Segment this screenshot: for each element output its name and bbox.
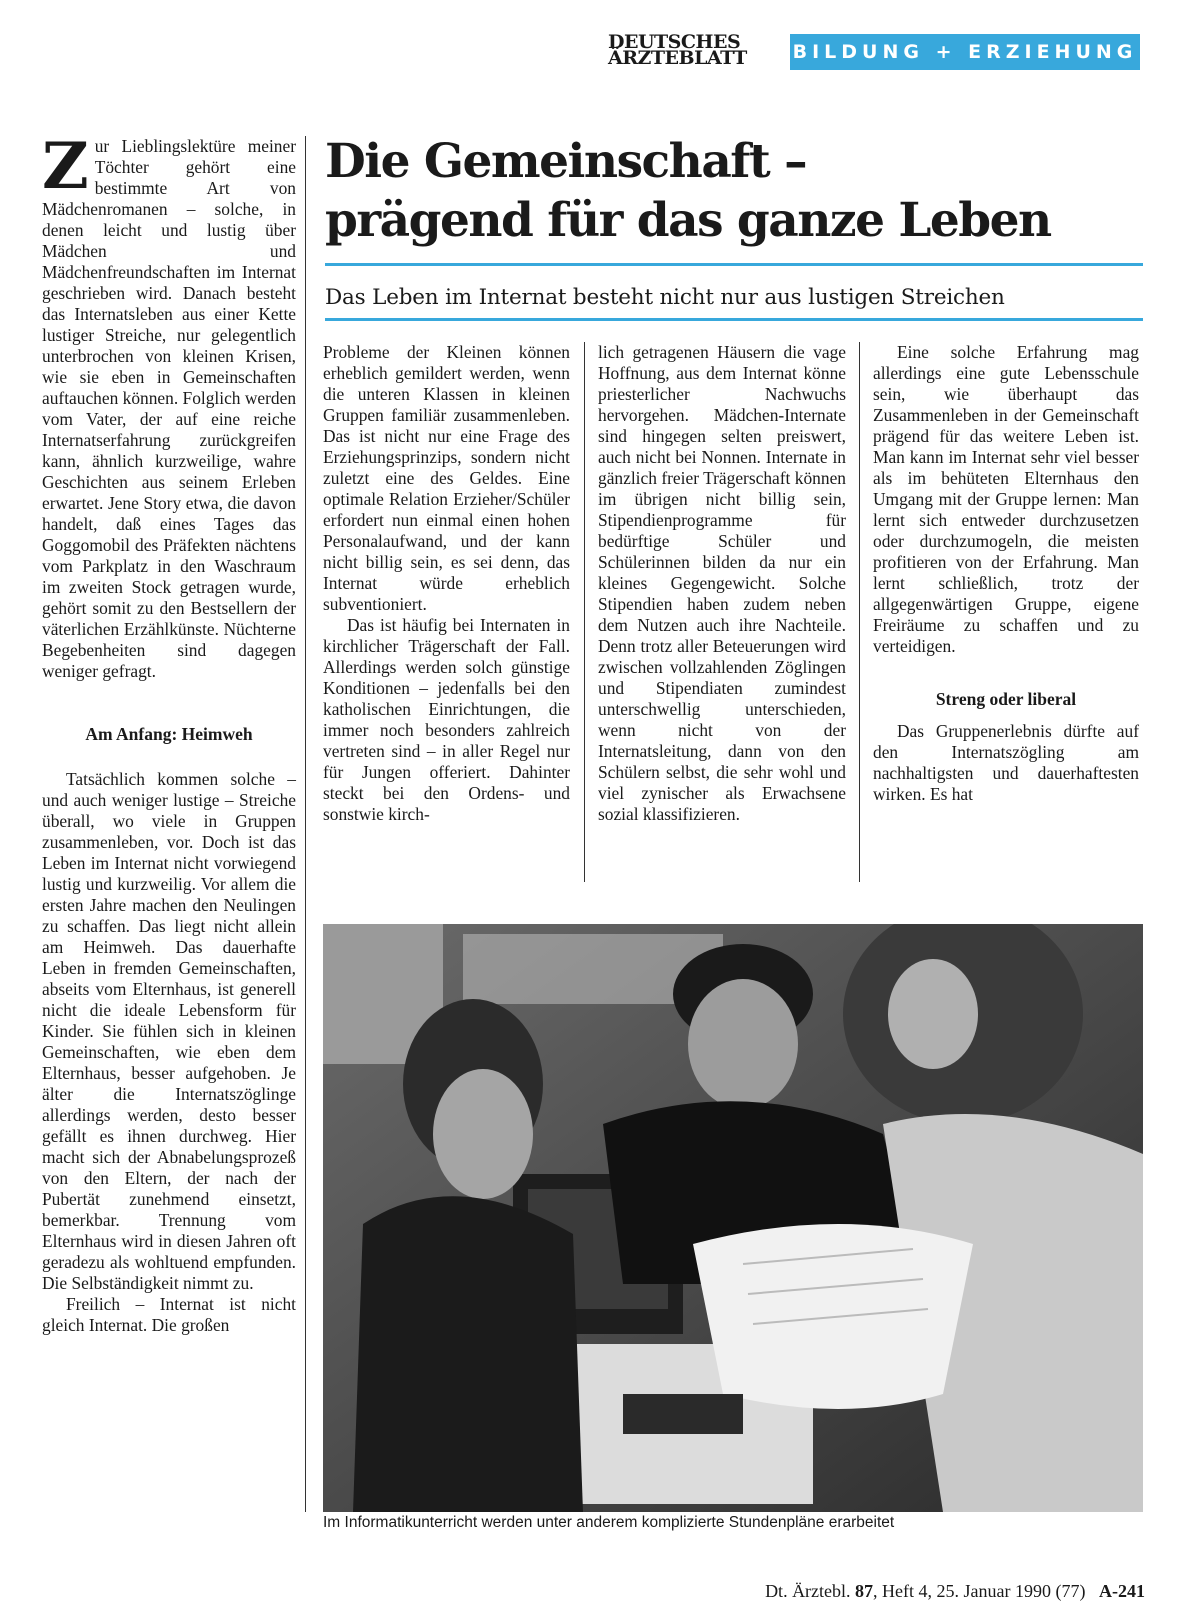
column-4-paragraph-1: Eine solche Erfahrung mag allerdings eine gute Lebensschule sein, wie überhaupt das Zusammenleben in der Gemeinschaft prägend für das weitere Leben ist. Man kann im Internat sehr viel besser als im behüteten Elternhaus den Umgang mit der Gruppe lernen: Man lernt sich entweder durchzusetzen oder durchzumogeln, die meisten profitieren von der Erfahrung. Man lernt schließlich, trotz der allgegenwärtigen Gruppe, eigene Freiräume zu schaffen und zu verteidigen. (873, 342, 1139, 656)
title-rule-top (325, 263, 1143, 266)
column-divider-1 (305, 136, 306, 1512)
column-divider-3 (859, 342, 860, 882)
footer-issue-date: , Heft 4, 25. Januar 1990 (77) (873, 1581, 1086, 1601)
footer-journal: Dt. Ärztebl. (765, 1581, 851, 1601)
journal-masthead (608, 31, 778, 69)
column-2-paragraph-2: Das ist häufig bei Internaten in kirchlicher Trägerschaft der Fall. Allerdings werden solch günstige Konditionen – jedenfalls bei den katholischen Einrichtungen, die immer noch besonders zahlreich vertreten sind – in aller Regel nur für Jungen offeriert. Dahinter steckt bei den Ordens- und sonstwie kirch- (323, 615, 570, 824)
masthead-line-2: ÄRZTEBLATT (608, 47, 747, 69)
masthead-line-1: DEUTSCHES (608, 31, 741, 53)
article-photo (323, 924, 1143, 1512)
photo-illustration (323, 924, 1143, 1512)
title-line-2: prägend für das ganze Leben (325, 193, 1051, 248)
page-footer (650, 1581, 1145, 1602)
footer-volume: 87 (855, 1581, 874, 1601)
text-column-3 (598, 342, 846, 825)
title-line-1: Die Gemeinschaft – (325, 134, 807, 189)
footer-page-number: A-241 (1099, 1581, 1145, 1601)
title-rule-bottom (325, 318, 1143, 321)
subheading-am-anfang: Am Anfang: Heimweh (85, 724, 253, 744)
column-1-paragraph-3: Freilich – Internat ist nicht gleich Internat. Die großen (42, 1294, 296, 1335)
column-1-lead-text: ur Lieblingslektüre meiner Töchter gehört eine bestimmte Art von Mädchenromanen – solche, in denen leicht und lustig über Mädchen und Mädchenfreundschaften im Internat geschrieben wird. Danach besteht das Internatsleben aus einer Kette lustiger Streiche, nur gelegentlich unterbrochen von kleinen Krisen, wie sie eben in Gemeinschaften auftauchen können. Folglich werden vom Vater, der auf eine reiche Internatserfahrung zurückgreifen kann, ähnlich kurzweilige, wahre Geschichten aus seinem Erleben erwartet. Jene Story etwa, die davon handelt, daß eines Tages das Goggomobil des Präfekten nächtens vom Parkplatz in den Waschraum im zweiten Stock getragen wurde, gehört somit zu den Bestsellern der väterlichen Erzählkünste. Nüchterne Begebenheiten sind dagegen weniger gefragt. (42, 136, 297, 681)
article-subtitle: Das Leben im Internat besteht nicht nur aus lustigen Streichen (325, 285, 1005, 310)
drop-cap: Z (42, 129, 89, 204)
article-title (325, 132, 1155, 250)
section-tag: BILDUNG + ERZIEHUNG (790, 34, 1140, 70)
text-column-1 (42, 129, 297, 1336)
text-column-4 (873, 342, 1139, 805)
column-1-lead-paragraph (42, 129, 297, 682)
column-1-paragraph-2: Tatsächlich kommen solche – und auch weniger lustige – Streiche überall, wo viele in Gruppen zusammenleben, vor. Doch ist das Leben im Internat nicht vorwiegend lustig und kurzweilig. Vor allem die ersten Jahre machen den Neulingen zu schaffen. Das liegt nicht allein am Heimweh. Das dauerhafte Leben in fremden Gemeinschaften, abseits vom Elternhaus, ist generell nicht die ideale Lebensform für Kinder. Sie fühlen sich in kleinen Gemeinschaften, wie eben dem Elternhaus, besser aufgehoben. Je älter die Internatszöglinge allerdings werden, desto besser gefällt es ihnen durchweg. Hier macht sich der Abnabelungsprozeß von den Eltern, der nach der Pubertät zunehmend einsetzt, bemerkbar. Trennung vom Elternhaus wird in diesen Jahren oft geradezu als wohltuend empfunden. Die Selbständigkeit nimmt zu. (42, 769, 296, 1293)
column-divider-2 (584, 342, 585, 882)
column-4-paragraph-2: Das Gruppenerlebnis dürfte auf den Internatszögling am nachhaltigsten und dauerhaftesten wirken. Es hat (873, 721, 1139, 804)
photo-caption: Im Informatikunterricht werden unter anderem komplizierte Stundenpläne erarbeitet (323, 1514, 895, 1531)
column-2-paragraph-1: Probleme der Kleinen können erheblich gemildert werden, wenn die unteren Klassen in kleinen Gruppen familiär zusammenleben. Das ist nicht nur eine Frage des Erziehungsprinzips, sondern nicht zuletzt eine des Geldes. Eine optimale Relation Erzieher/Schüler erfordert nun einmal einen hohen Personalaufwand, und der kann nicht billig sein, es sei denn, das Internat würde erheblich subventioniert. (323, 342, 570, 614)
text-column-2 (323, 342, 570, 825)
column-3-paragraph-1: lich getragenen Häusern die vage Hoffnung, aus dem Internat könne priesterlicher Nachwuchs hervorgehen. Mädchen-Internate sind hingegen selten preiswert, auch nicht bei Nonnen. Internate in gänzlich freier Trägerschaft können im übrigen nicht billig sein, Stipendienprogramme für bedürftige Schüler und Schülerinnen bilden da nur ein kleines Gegengewicht. Solche Stipendien haben zudem neben dem Nutzen auch ihre Nachteile. Denn trotz aller Beteuerungen wird zwischen vollzahlenden Zöglingen und Stipendiaten zumindest unterschwellig unterschieden, wenn nicht von der Internatsleitung, dann von den Schülern selbst, die sehr wohl und viel zynischer als Erwachsene sozial klassifizieren. (598, 342, 846, 824)
subheading-streng-oder-liberal: Streng oder liberal (935, 689, 1077, 709)
